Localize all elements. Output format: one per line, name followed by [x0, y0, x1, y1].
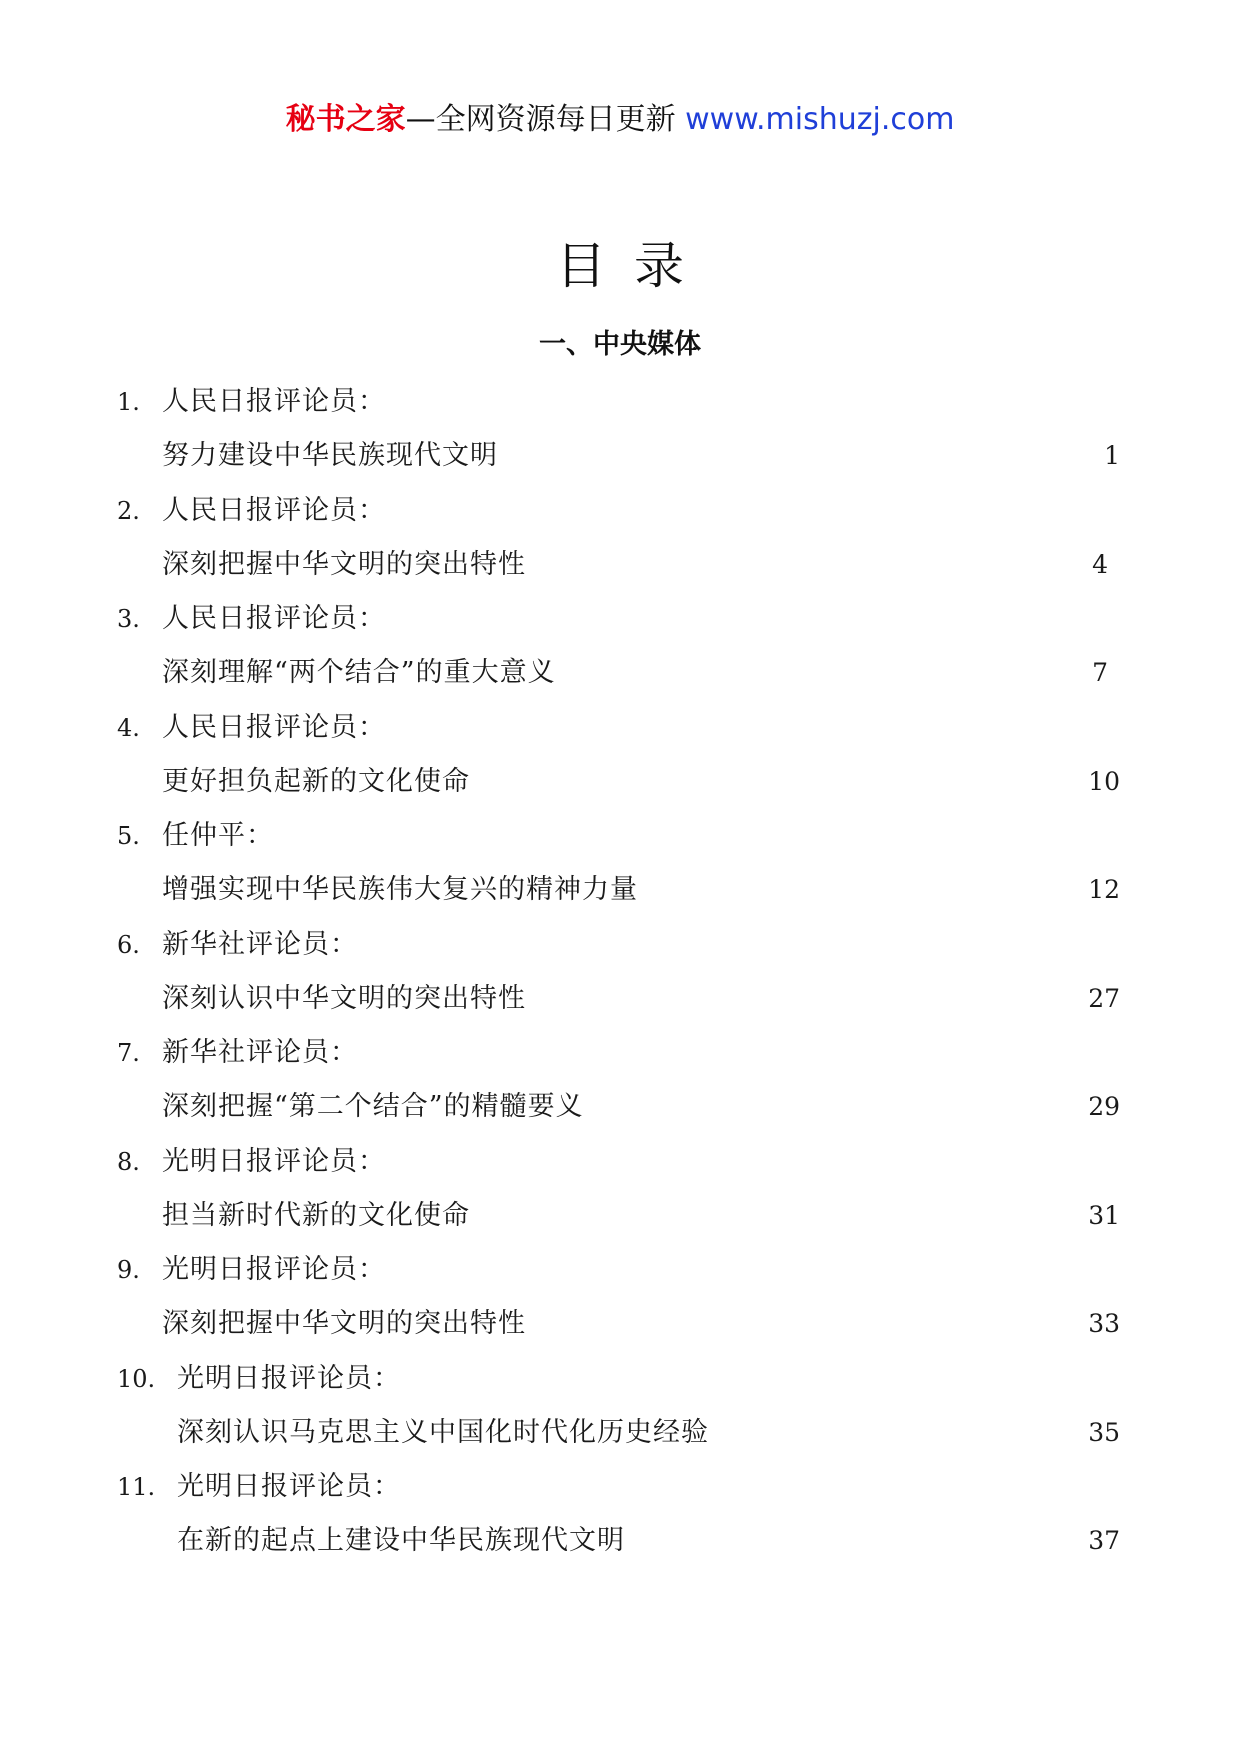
- entry-number: 3.: [117, 605, 140, 633]
- entry-author: 人民日报评论员：: [162, 494, 386, 526]
- entry-number: 4.: [117, 713, 140, 742]
- entry-author: 光明日报评论员：: [162, 1145, 386, 1177]
- entry-author: 人民日报评论员：: [162, 386, 386, 417]
- entry-article-title[interactable]: 深刻理解“两个结合”的重大意义: [162, 657, 556, 688]
- entry-author: 人民日报评论员：: [162, 711, 386, 743]
- entry-page-number: 27: [1088, 983, 1120, 1013]
- entry-number: 7.: [117, 1039, 140, 1067]
- entry-page-number: 7: [1092, 658, 1108, 687]
- entry-number: 2.: [117, 496, 140, 525]
- entry-author: 新华社评论员：: [162, 928, 358, 960]
- entry-article-title[interactable]: 深刻把握中华文明的突出特性: [162, 1308, 526, 1339]
- entry-article-title[interactable]: 深刻把握“第二个结合”的精髓要义: [162, 1091, 584, 1122]
- entry-page-number: 35: [1088, 1417, 1120, 1447]
- entry-article-title[interactable]: 增强实现中华民族伟大复兴的精神力量: [162, 874, 638, 905]
- site-brand: 秘书之家: [285, 102, 406, 137]
- entry-page-number: 31: [1088, 1200, 1120, 1230]
- entry-article-title[interactable]: 更好担负起新的文化使命: [162, 765, 470, 797]
- entry-author: 光明日报评论员：: [177, 1362, 401, 1394]
- table-of-contents: [0, 375, 1240, 1569]
- toc-entry[interactable]: [0, 592, 1240, 701]
- entry-article-title[interactable]: 担当新时代新的文化使命: [162, 1199, 470, 1231]
- entry-page-number: 4: [1092, 549, 1108, 579]
- entry-article-title[interactable]: 在新的起点上建设中华民族现代文明: [177, 1525, 625, 1556]
- site-url-link[interactable]: www.mishuzj.com: [685, 102, 955, 137]
- toc-entry[interactable]: [0, 375, 1240, 484]
- entry-number: 8.: [117, 1147, 140, 1176]
- toc-entry[interactable]: [0, 918, 1240, 1027]
- entry-number: 11.: [117, 1473, 156, 1501]
- toc-entry[interactable]: [0, 701, 1240, 810]
- toc-entry[interactable]: [0, 484, 1240, 593]
- entry-page-number: 10: [1088, 766, 1120, 796]
- entry-page-number: 33: [1088, 1309, 1120, 1338]
- entry-article-title[interactable]: 深刻认识马克思主义中国化时代化历史经验: [177, 1416, 709, 1448]
- entry-author: 光明日报评论员：: [162, 1254, 386, 1285]
- toc-entry[interactable]: [0, 1135, 1240, 1244]
- entry-number: 10.: [117, 1364, 156, 1393]
- toc-entry[interactable]: [0, 1352, 1240, 1461]
- entry-author: 光明日报评论员：: [177, 1471, 401, 1502]
- entry-number: 5.: [117, 822, 140, 850]
- entry-page-number: 29: [1088, 1092, 1120, 1121]
- toc-entry[interactable]: [0, 1460, 1240, 1569]
- entry-page-number: 12: [1088, 875, 1120, 904]
- entry-author: 人民日报评论员：: [162, 603, 386, 634]
- entry-article-title[interactable]: 深刻认识中华文明的突出特性: [162, 982, 526, 1014]
- entry-number: 9.: [117, 1256, 140, 1284]
- entry-article-title[interactable]: 深刻把握中华文明的突出特性: [162, 548, 526, 580]
- entry-number: 1.: [117, 388, 140, 416]
- site-banner: [0, 100, 1240, 140]
- entry-author: 新华社评论员：: [162, 1037, 358, 1068]
- toc-entry[interactable]: [0, 1243, 1240, 1352]
- entry-page-number: 37: [1088, 1526, 1120, 1555]
- site-slogan: —全网资源每日更新: [405, 102, 686, 137]
- toc-entry[interactable]: [0, 809, 1240, 918]
- section-heading: 一、中央媒体: [539, 329, 701, 360]
- entry-article-title[interactable]: 努力建设中华民族现代文明: [162, 440, 498, 471]
- entry-number: 6.: [117, 930, 140, 959]
- entry-author: 任仲平：: [162, 820, 274, 851]
- entry-page-number: 1: [1104, 441, 1120, 470]
- document-title: 目录: [556, 237, 712, 295]
- toc-entry[interactable]: [0, 1026, 1240, 1135]
